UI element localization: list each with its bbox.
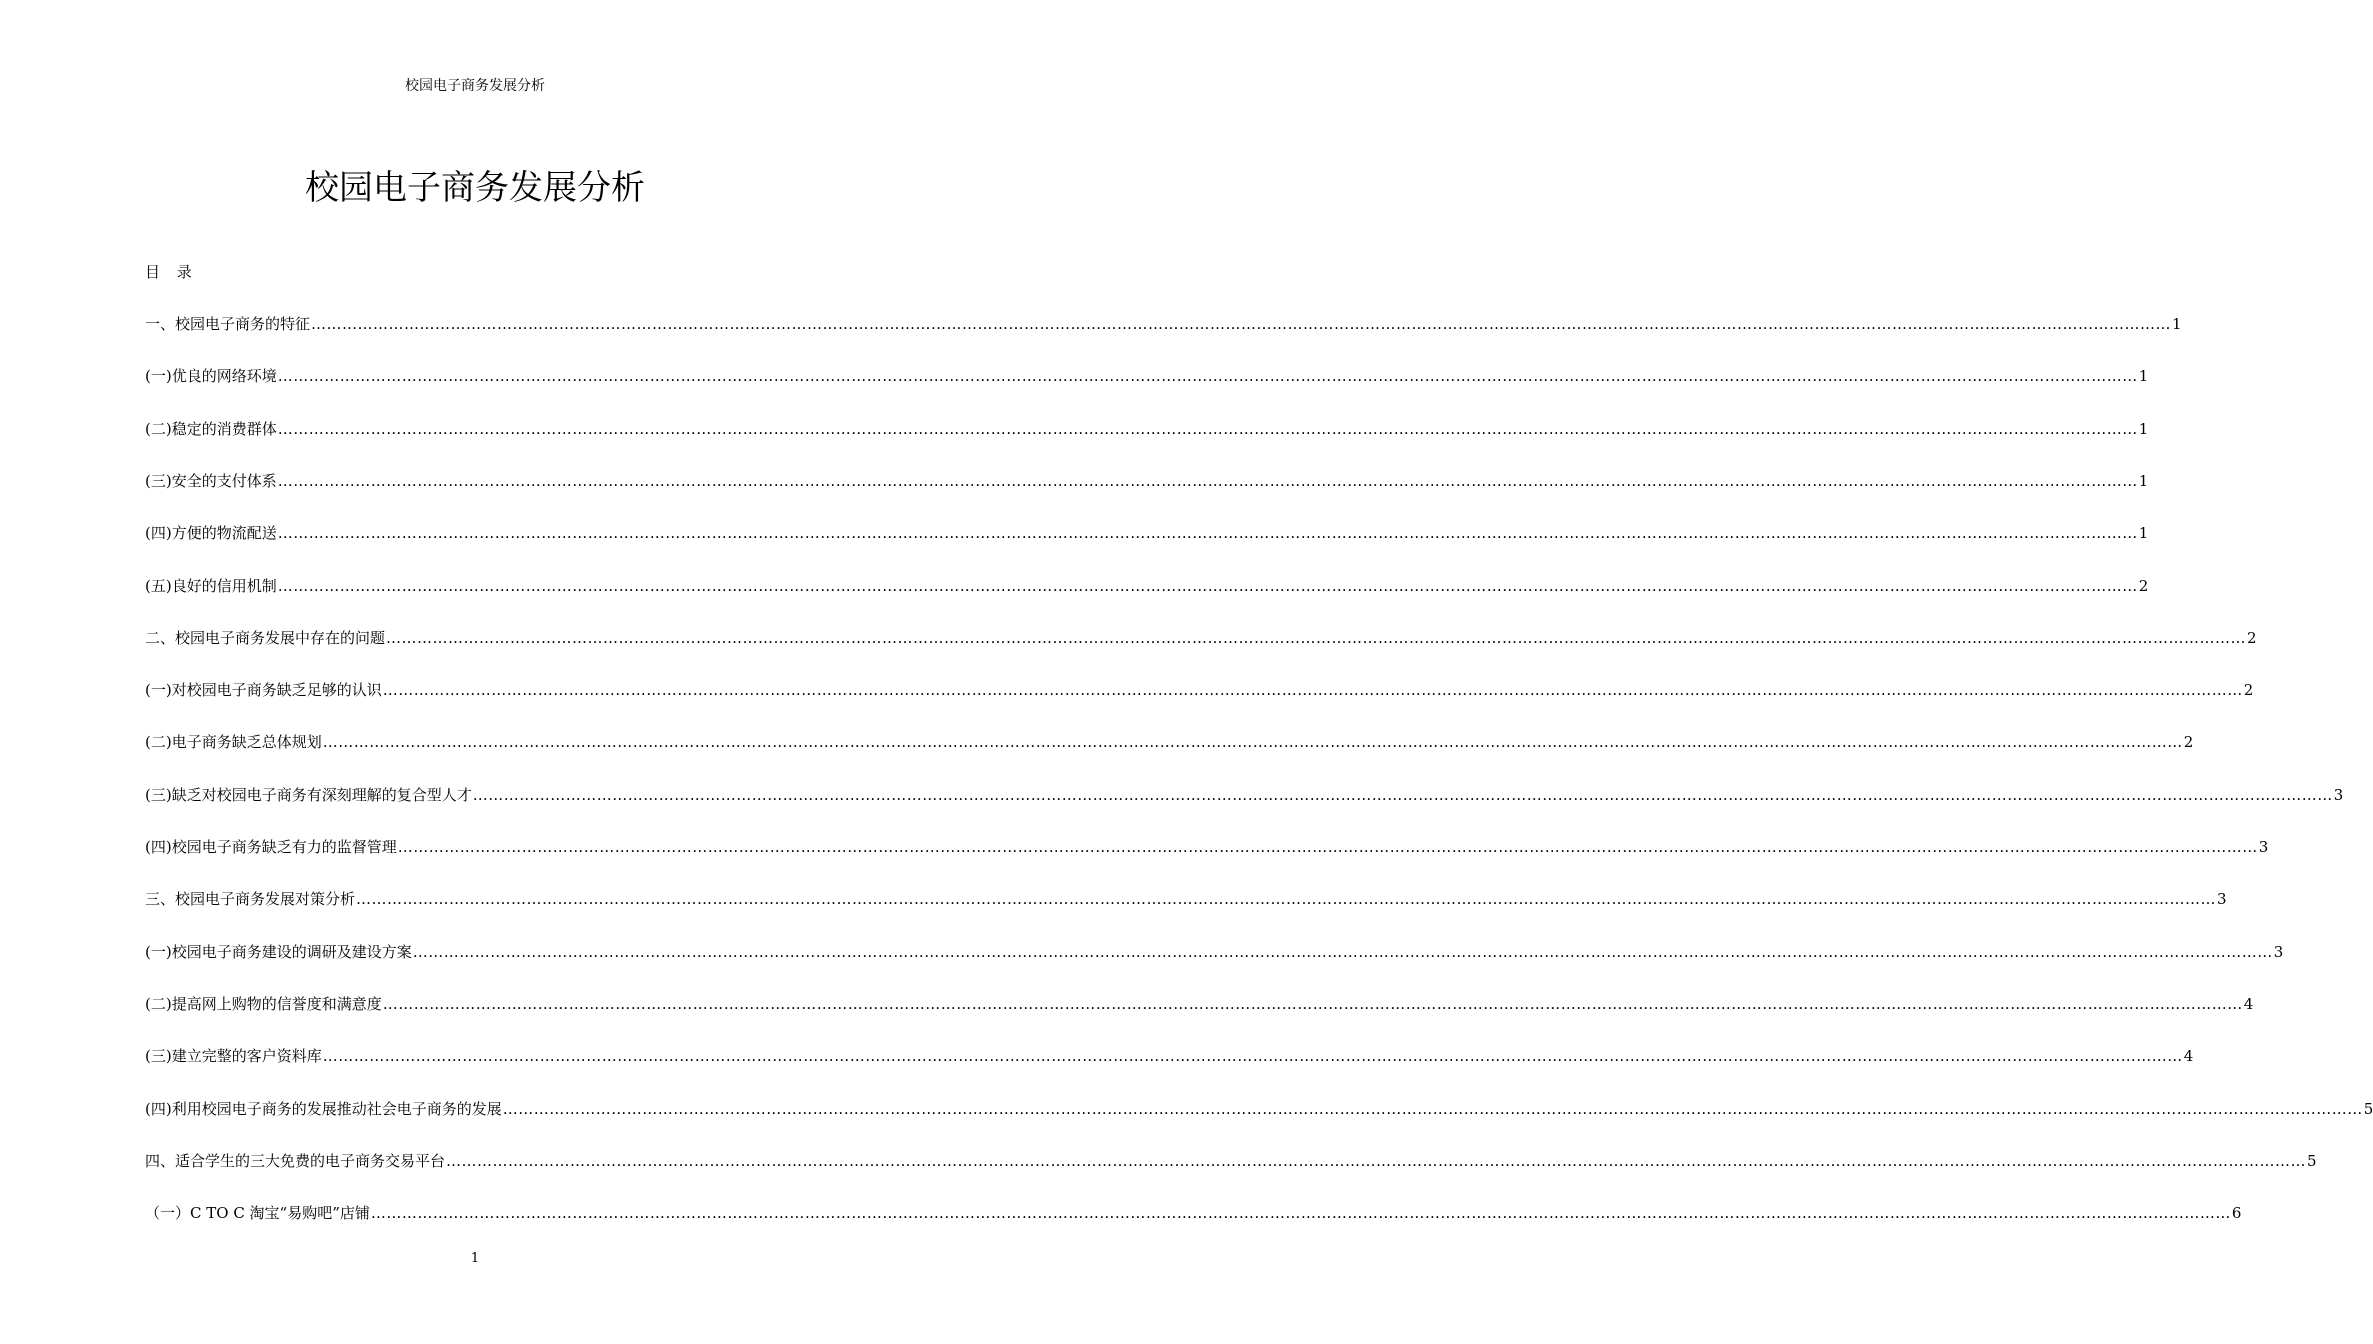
toc-entry: [145, 993, 2254, 1015]
toc-dot-leader: ………………………………………………………………………………………………………………………………………………………………………………………………………………………………………………………………………………………………………………………………: [277, 420, 2138, 438]
toc-dot-leader: ………………………………………………………………………………………………………………………………………………………………………………………………………………………………………………………………………………………………………………………………: [322, 733, 2183, 751]
toc-entry-page: 3: [2258, 838, 2269, 856]
toc-dot-leader: ………………………………………………………………………………………………………………………………………………………………………………………………………………………………………………………………………………………………………………………………: [356, 890, 2217, 908]
toc-entry: [145, 575, 2149, 597]
toc-entry-title: (一)对校园电子商务缺乏足够的认识: [145, 681, 382, 699]
toc-dot-leader: ………………………………………………………………………………………………………………………………………………………………………………………………………………………………………………………………………………………………………………………………: [277, 577, 2138, 595]
toc-entry: [145, 1098, 2373, 1120]
toc-entry: [145, 1202, 2242, 1224]
toc-dot-leader: ………………………………………………………………………………………………………………………………………………………………………………………………………………………………………………………………………………………………………………………………: [277, 472, 2138, 490]
toc-entry: [145, 941, 2284, 963]
toc-entry-page: 4: [2183, 1047, 2194, 1065]
toc-entry: [145, 365, 2149, 387]
toc-dot-leader: ………………………………………………………………………………………………………………………………………………………………………………………………………………………………………………………………………………………………………………………………: [277, 367, 2138, 385]
toc-entry-title: (四)利用校园电子商务的发展推动社会电子商务的发展: [145, 1100, 502, 1118]
toc-entry-page: 3: [2333, 786, 2344, 804]
toc-dot-leader: ………………………………………………………………………………………………………………………………………………………………………………………………………………………………………………………………………………………………………………………………: [277, 524, 2138, 542]
toc-entry: [145, 522, 2149, 544]
toc-entry: [145, 1045, 2194, 1067]
toc-entry-title: (四)方便的物流配送: [145, 524, 277, 542]
toc-entry: [145, 836, 2269, 858]
toc-dot-leader: ………………………………………………………………………………………………………………………………………………………………………………………………………………………………………………………………………………………………………………………………: [370, 1204, 2231, 1222]
page-number: 1: [470, 1251, 480, 1266]
toc-entry-page: 1: [2138, 367, 2149, 385]
toc-entry: [145, 784, 2344, 806]
toc-dot-leader: ………………………………………………………………………………………………………………………………………………………………………………………………………………………………………………………………………………………………………………………………: [311, 315, 2172, 333]
toc-entry: [145, 1150, 2317, 1172]
toc-entry-title: (一)优良的网络环境: [145, 367, 277, 385]
toc-dot-leader: ………………………………………………………………………………………………………………………………………………………………………………………………………………………………………………………………………………………………………………………………: [386, 629, 2247, 647]
toc-entry-title: （一）C TO C 淘宝“易购吧”店铺: [145, 1204, 370, 1222]
toc-entry: [145, 731, 2194, 753]
toc-entry-page: 2: [2138, 577, 2149, 595]
toc-entry-title: (三)缺乏对校园电子商务有深刻理解的复合型人才: [145, 786, 472, 804]
toc-dot-leader: ………………………………………………………………………………………………………………………………………………………………………………………………………………………………………………………………………………………………………………………………: [472, 786, 2333, 804]
toc-entry: [145, 418, 2149, 440]
toc-dot-leader: ………………………………………………………………………………………………………………………………………………………………………………………………………………………………………………………………………………………………………………………………: [382, 681, 2243, 699]
toc-entry: [145, 470, 2149, 492]
toc-entry-title: (三)建立完整的客户资料库: [145, 1047, 322, 1065]
toc-entry: [145, 679, 2254, 701]
toc-entry-title: 二、校园电子商务发展中存在的问题: [145, 629, 386, 647]
toc-entry-page: 6: [2231, 1204, 2242, 1222]
toc-dot-leader: ………………………………………………………………………………………………………………………………………………………………………………………………………………………………………………………………………………………………………………………………: [322, 1047, 2183, 1065]
toc-entry-title: (二)稳定的消费群体: [145, 420, 277, 438]
toc-entry-page: 3: [2273, 943, 2284, 961]
running-header: 校园电子商务发展分析: [405, 78, 545, 94]
toc-entry-title: (四)校园电子商务缺乏有力的监督管理: [145, 838, 397, 856]
toc-dot-leader: ………………………………………………………………………………………………………………………………………………………………………………………………………………………………………………………………………………………………………………………………: [397, 838, 2258, 856]
document-title: 校园电子商务发展分析: [305, 168, 645, 208]
toc-entry-title: (一)校园电子商务建设的调研及建设方案: [145, 943, 412, 961]
toc-entry-page: 2: [2243, 681, 2254, 699]
toc-entry-page: 2: [2183, 733, 2194, 751]
toc-dot-leader: ………………………………………………………………………………………………………………………………………………………………………………………………………………………………………………………………………………………………………………………………: [446, 1152, 2307, 1170]
toc-heading: 目 录: [145, 263, 198, 281]
toc-entry-title: (二)电子商务缺乏总体规划: [145, 733, 322, 751]
toc-entry-page: 2: [2247, 629, 2257, 647]
toc-entry-title: 三、校园电子商务发展对策分析: [145, 890, 356, 908]
toc-entry: [145, 627, 2257, 649]
toc-entry: [145, 888, 2227, 910]
toc-entry-title: (三)安全的支付体系: [145, 472, 277, 490]
toc-entry-title: (二)提高网上购物的信誉度和满意度: [145, 995, 382, 1013]
toc-entry-page: 1: [2138, 420, 2149, 438]
toc-dot-leader: ………………………………………………………………………………………………………………………………………………………………………………………………………………………………………………………………………………………………………………………………: [382, 995, 2243, 1013]
toc-entry-page: 1: [2138, 524, 2149, 542]
toc-entry-page: 1: [2172, 315, 2182, 333]
toc-entry-page: 1: [2138, 472, 2149, 490]
toc-entry-page: 5: [2307, 1152, 2317, 1170]
toc-dot-leader: ………………………………………………………………………………………………………………………………………………………………………………………………………………………………………………………………………………………………………………………………: [502, 1100, 2363, 1118]
toc-dot-leader: ………………………………………………………………………………………………………………………………………………………………………………………………………………………………………………………………………………………………………………………………: [412, 943, 2273, 961]
toc-entry-page: 3: [2217, 890, 2227, 908]
toc-entry-title: 一、校园电子商务的特征: [145, 315, 311, 333]
toc-entry-title: 四、适合学生的三大免费的电子商务交易平台: [145, 1152, 446, 1170]
toc-entry-title: (五)良好的信用机制: [145, 577, 277, 595]
toc-entry-page: 5: [2363, 1100, 2373, 1118]
toc-entry-page: 4: [2243, 995, 2254, 1013]
toc-entry: [145, 313, 2182, 335]
